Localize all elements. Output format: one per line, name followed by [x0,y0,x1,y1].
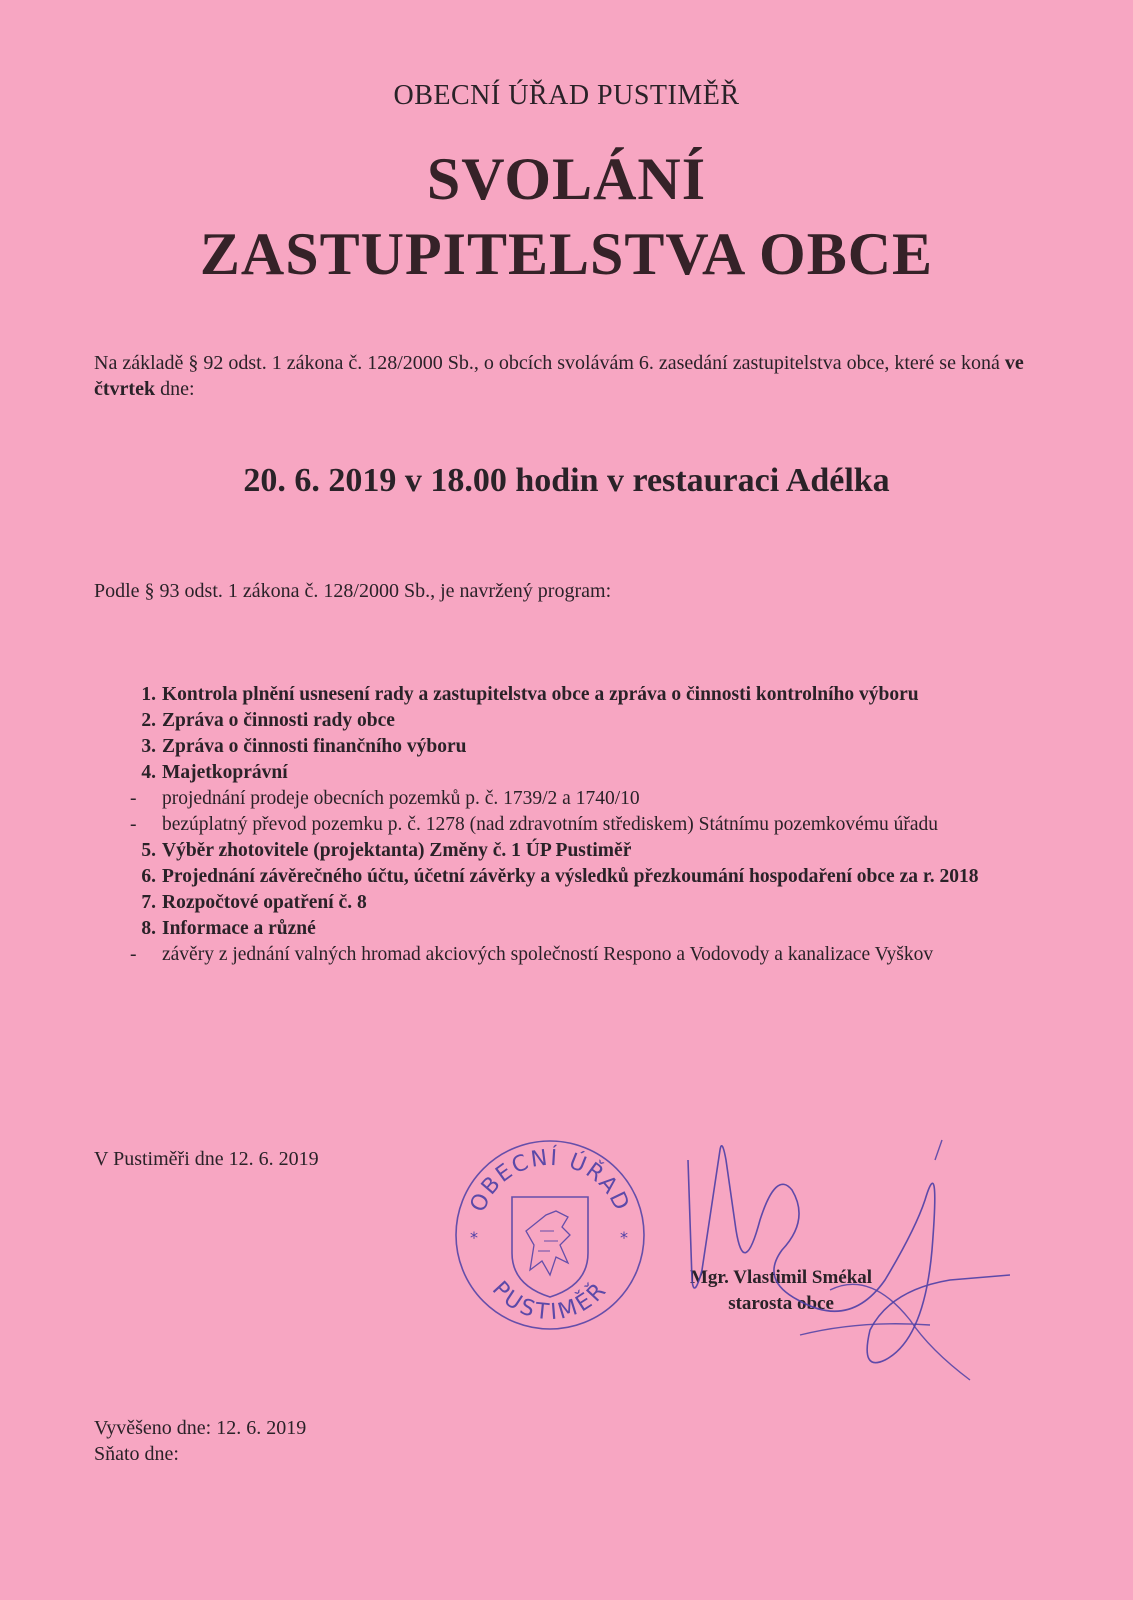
agenda-marker: 5. [141,840,156,861]
agenda-subitem [118,812,1024,838]
agenda-text: Výběr zhotovitele (projektanta) Změny č. 1 ÚP Pustiměř [162,840,632,861]
place-and-date: V Pustiměři dne 12. 6. 2019 [94,1148,319,1170]
stamp-top-text: OBECNÍ ÚŘAD [465,1145,635,1217]
intro-weekday: ve čtvrtek [94,352,1024,400]
intro-paragraph [94,350,1044,402]
agenda-subitem [118,786,1024,812]
stamp-bottom-text: PUSTIMĚŘ [486,1276,614,1326]
posted-date: Vyvěšeno dne: 12. 6. 2019 [94,1417,307,1439]
agenda-text: Majetkoprávní [162,762,288,783]
removed-date: Sňato dne: [94,1443,179,1465]
agenda-marker: 6. [141,866,156,887]
agenda-marker: 4. [141,762,156,783]
title-line-2: ZASTUPITELSTVA OBCE [199,221,934,287]
intro-text-after: dne: [155,378,195,400]
agenda-marker: 1. [141,684,156,705]
agenda-item [118,734,1024,760]
agenda-item [118,890,1024,916]
agenda-text: Projednání závěrečného účtu, účetní závěrky a výsledků přezkoumání hospodaření obce za r. 2018 [162,866,979,887]
agenda-text: Zpráva o činnosti rady obce [162,710,395,731]
agenda-marker: 3. [141,736,156,757]
svg-text:*: * [620,1228,628,1247]
agenda-item [118,760,1024,786]
program-intro: Podle § 93 odst. 1 zákona č. 128/2000 Sb., je navržený program: [94,580,612,602]
agenda-text: Informace a různé [162,918,316,939]
agenda-text: bezúplatný převod pozemku p. č. 1278 (nad zdravotním střediskem) Státnímu pozemkovému úřadu [162,814,939,835]
agenda-item [118,916,1024,942]
signer-name: Mgr. Vlastimil Smékal [690,1267,873,1288]
agenda-item [118,682,1024,708]
agenda-text: Rozpočtové opatření č. 8 [162,892,367,913]
agenda-item [118,708,1024,734]
meeting-date-place: 20. 6. 2019 v 18.00 hodin v restauraci Adélka [243,462,890,499]
agenda-marker: - [130,788,137,809]
signer-role: starosta obce [728,1293,834,1314]
agenda-marker: 2. [141,710,156,731]
handwritten-signature [680,1130,1010,1390]
agenda-marker: - [130,814,137,835]
agenda-item [118,838,1024,864]
agenda-text: závěry z jednání valných hromad akciových společností Respono a Vodovody a kanalizace Vyškov [162,944,934,965]
office-name: OBECNÍ ÚŘAD PUSTIMĚŘ [393,80,740,111]
agenda-marker: - [130,944,137,965]
agenda-subitem [118,942,1024,968]
agenda-item [118,864,1024,890]
posting-info [94,1415,306,1467]
title-line-1: SVOLÁNÍ [426,146,707,212]
svg-text:*: * [470,1228,478,1247]
agenda-marker: 8. [141,918,156,939]
stamp-shield [512,1197,588,1297]
intro-text-before: Na základě § 92 odst. 1 zákona č. 128/2000 Sb., o obcích svolávám 6. zasedání zastupitelstva obce, které se koná [94,352,1005,374]
svg-text:OBECNÍ ÚŘAD [466,1145,635,1216]
agenda-marker: 7. [141,892,156,913]
agenda-list [118,682,1024,968]
agenda-text: projednání prodeje obecních pozemků p. č. 1739/2 a 1740/10 [162,788,640,809]
office-stamp [450,1135,650,1335]
agenda-text: Kontrola plnění usnesení rady a zastupitelstva obce a zpráva o činnosti kontrolního výboru [162,684,919,705]
agenda-text: Zpráva o činnosti finančního výboru [162,736,467,757]
